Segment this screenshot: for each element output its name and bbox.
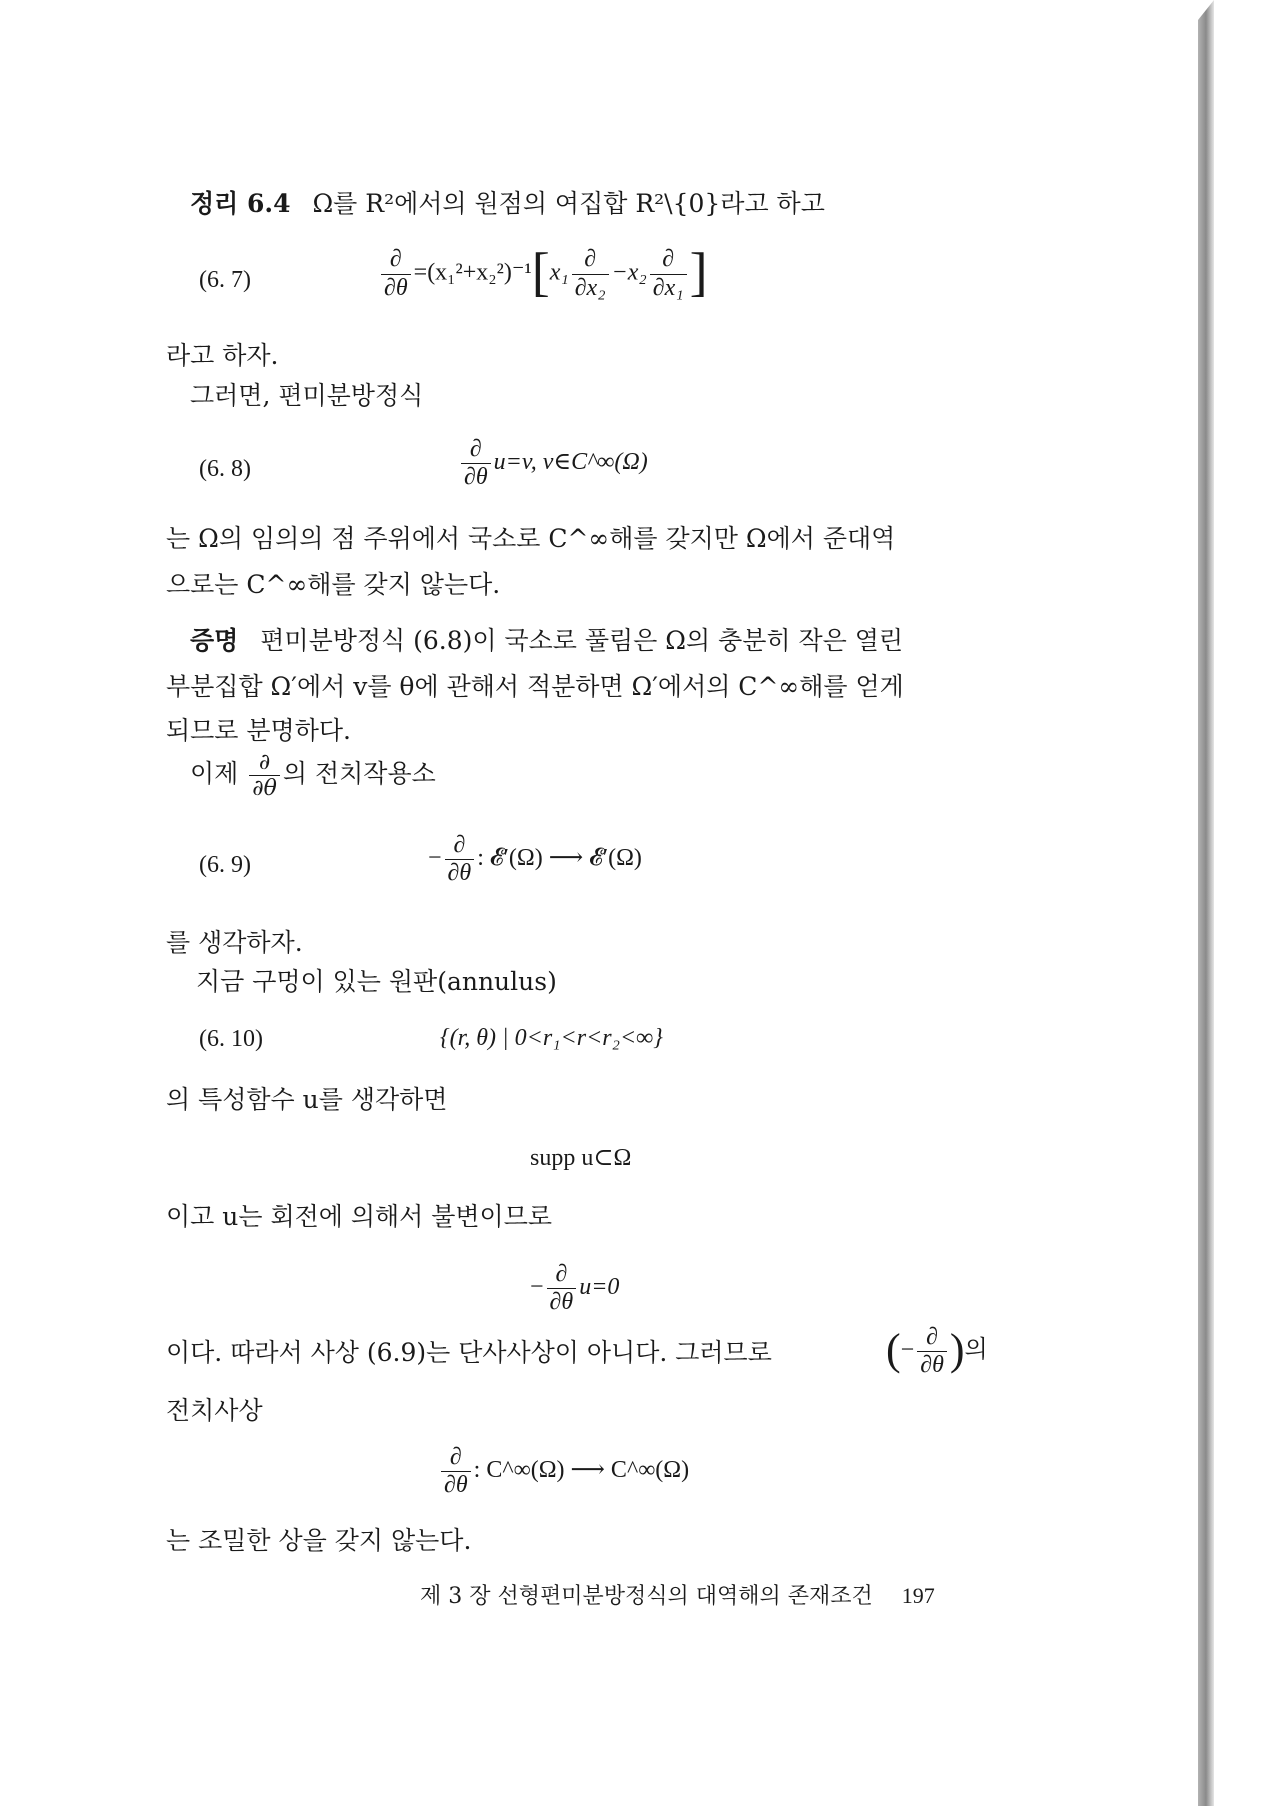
equation-label-6-9: (6. 9): [199, 852, 251, 878]
fraction-d-dtheta: $\frac{\partial}{\partial\theta}$: [461, 437, 491, 490]
theorem-label: 정리 6.4: [190, 189, 291, 218]
equation-label-6-7: (6. 7): [199, 267, 251, 293]
text-dense: 는 조밀한 상을 갖지 않는다.: [166, 1526, 472, 1555]
theorem-text: Ω를 R²에서의 원점의 여집합 R²\{0}라고 하고: [312, 189, 825, 218]
paragraph-1-line-2: 으로는 C^∞해를 갖지 않는다.: [166, 570, 501, 599]
equation-6-8: $\frac{\partial}{\partial\theta}$ u=v, v∈C^∞(Ω): [458, 437, 648, 490]
fraction-d-dtheta: $\frac{\partial}{\partial\theta}$: [381, 247, 411, 300]
text-then: 그러면, 편미분방정식: [190, 381, 424, 410]
paragraph-1-line-1: 는 Ω의 임의의 점 주위에서 국소로 C^∞해를 갖지만 Ω에서 준대역: [166, 524, 896, 553]
running-footer-chapter: 제 3 장 선형편미분방정식의 대역해의 존재조건: [420, 1584, 873, 1609]
fraction-d-dtheta: $\frac{\partial}{\partial\theta}$: [917, 1325, 947, 1378]
text-thus: 이다. 따라서 사상 (6.9)는 단사사상이 아니다. 그러므로: [166, 1338, 772, 1367]
theorem-line: [190, 191, 825, 216]
equation-final: $\frac{\partial}{\partial\theta}$ : C^∞(Ω) ⟶ C^∞(Ω): [438, 1445, 689, 1498]
proof-line-2: 부분집합 Ω′에서 v를 θ에 관해서 적분하면 Ω′에서의 C^∞해를 얻게: [166, 672, 904, 701]
equation-6-7: $\frac{\partial}{\partial\theta}$ =(x₁²+x₂²)⁻¹[x₁ $\frac{\partial}{\text{∂x₂}}$ −x₂ $\frac{\partial}{\text{∂x₁}}$ ]: [378, 247, 708, 301]
proof-label: 증명: [190, 626, 239, 655]
text-transpose: 전치사상: [166, 1396, 263, 1425]
fraction-d-dtheta: $\frac{\partial}{\partial\theta}$: [547, 1262, 577, 1315]
fraction-d-dx2: $\frac{\partial}{\text{∂x₂}}$: [572, 247, 609, 300]
text-characteristic: 의 특성함수 u를 생각하면: [166, 1085, 448, 1114]
page-footer: [420, 1585, 935, 1608]
proof-line-3: 되므로 분명하다.: [166, 716, 351, 745]
fraction-d-dtheta: $\frac{\partial}{\partial\theta}$: [445, 833, 475, 886]
equation-label-6-8: (6. 8): [199, 456, 251, 482]
equation-zero: − $\frac{\partial}{\partial\theta}$ u=0: [530, 1261, 620, 1316]
proof-line-1: 증명 편미분방정식 (6.8)이 국소로 풀림은 Ω의 충분히 작은 열린: [190, 626, 904, 655]
fraction-d-dx1: $\frac{\partial}{\text{∂x₁}}$: [650, 247, 687, 300]
text-let: 라고 하자.: [166, 341, 279, 370]
page-edge: [1198, 0, 1214, 1806]
fraction-d-dtheta: $\frac{\partial}{\partial\theta}$: [249, 751, 280, 800]
text-rotation: 이고 u는 회전에 의해서 불변이므로: [166, 1202, 552, 1231]
text-now: 이제 $\frac{\partial}{\partial\theta}$ 의 전치작용소: [190, 750, 436, 802]
page-number: 197: [901, 1583, 935, 1608]
text-consider: 를 생각하자.: [166, 928, 303, 957]
equation-6-10: {(r, θ) | 0<r₁<r<r₂<∞}: [440, 1025, 663, 1051]
equation-6-9: − $\frac{\partial}{\partial\theta}$ : 𝓔′(Ω) ⟶ 𝓔′(Ω): [428, 832, 642, 887]
equation-inline-minus-d-dtheta: (− $\frac{\partial}{\partial\theta}$ )의: [886, 1324, 988, 1379]
equation-label-6-10: (6. 10): [199, 1026, 263, 1052]
equation-supp: supp u⊂Ω: [530, 1145, 632, 1171]
fraction-d-dtheta: $\frac{\partial}{\partial\theta}$: [441, 1445, 471, 1498]
text-annulus: 지금 구멍이 있는 원판(annulus): [196, 967, 557, 996]
